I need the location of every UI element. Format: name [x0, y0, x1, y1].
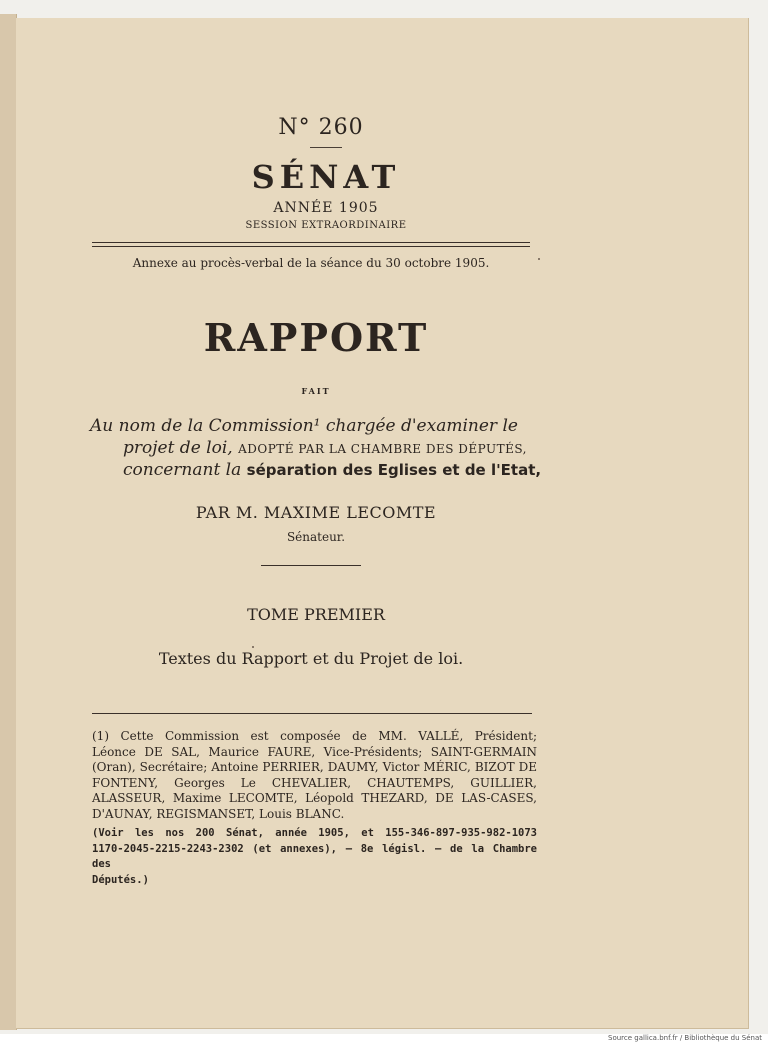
commission-line-1: Au nom de la Commission¹ chargée d'examiner le — [90, 416, 518, 436]
session: SESSION EXTRAORDINAIRE — [245, 220, 407, 231]
footnote-line: ALASSEUR, Maxime LECOMTE, Léopold THEZARD, DE LAS-CASES, — [92, 791, 537, 805]
page-edge-left — [0, 14, 17, 1030]
author-title: Sénateur. — [286, 530, 346, 544]
source-credit: Source gallica.bnf.fr / Bibliothèque du Sénat — [608, 1034, 762, 1042]
reference-line: 1170-2045-2215-2243-2302 (et annexes), — 8e législ. — de la Chambre des — [92, 842, 537, 870]
year: ANNÉE 1905 — [273, 200, 379, 216]
tome-heading: TOME PREMIER — [247, 605, 385, 624]
fait-label: FAIT — [301, 386, 331, 396]
section-rule — [261, 565, 361, 566]
footnote-rule — [92, 713, 532, 714]
commission-line-2-italic: projet de loi, — [123, 438, 233, 458]
footnote-line: (1) Cette Commission est composée de MM. VALLÉ, Président; — [92, 729, 537, 743]
contents-heading: Textes du Rapport et du Projet de loi. — [158, 649, 464, 668]
author-line: PAR M. MAXIME LECOMTE — [195, 503, 437, 522]
footnote-line: Léonce DE SAL, Maurice FAURE, Vice-Présidents; SAINT-GERMAIN — [92, 744, 537, 759]
reference-note — [92, 826, 537, 888]
document-number: N° 260 — [278, 115, 364, 140]
chamber-title: SÉNAT — [251, 158, 401, 196]
number-underline — [310, 147, 342, 148]
commission-line-3-italic: concernant la — [123, 460, 242, 480]
ink-speck — [538, 258, 540, 260]
footnote-line: D'AUNAY, REGISMANSET, Louis BLANC. — [92, 806, 345, 821]
annexe-line: Annexe au procès-verbal de la séance du 30 octobre 1905. — [132, 256, 490, 270]
footnote — [92, 729, 537, 822]
reference-line: (Voir les nos 200 Sénat, année 1905, et 155-346-897-935-982-1073 — [92, 827, 537, 839]
commission-line-2-caps: ADOPTÉ PAR LA CHAMBRE DES DÉPUTÉS, — [238, 442, 527, 456]
reference-line: Députés.) — [92, 873, 149, 886]
commission-line-3 — [123, 460, 541, 480]
document-type-title: RAPPORT — [203, 315, 429, 360]
footnote-line: FONTENY, Georges Le CHEVALIER, CHAUTEMPS, GUILLIER, — [92, 775, 537, 790]
commission-line-3-bold: séparation des Eglises et de l'Etat, — [246, 461, 542, 479]
document-page — [16, 18, 749, 1029]
ink-speck — [252, 646, 254, 648]
commission-line-2 — [123, 438, 527, 458]
header-rule — [92, 242, 530, 247]
footnote-line: (Oran), Secrétaire; Antoine PERRIER, DAUMY, Victor MÉRIC, BIZOT DE — [92, 760, 537, 774]
